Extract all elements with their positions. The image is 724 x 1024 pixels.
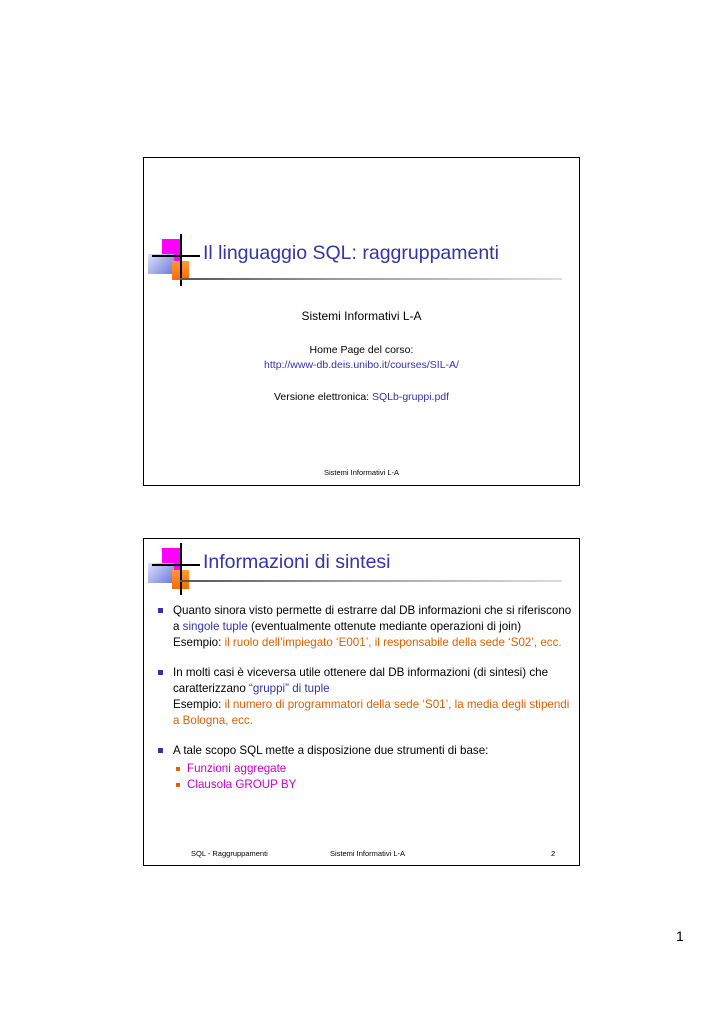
sub-bullet-square-icon — [176, 783, 180, 787]
example-line: Esempio: il numero di programmatori della sede ‘S01’, la media degli stipendi a Bologna, ecc. — [173, 698, 570, 727]
home-page-link[interactable]: http://www-db.deis.unibo.it/courses/SIL-A/ — [264, 359, 459, 371]
slide-number: 2 — [551, 849, 556, 858]
course-name: Sistemi Informativi L-A — [301, 309, 422, 323]
bullet-item — [157, 603, 573, 651]
example-text: il ruolo dell’impiegato ‘E001’, il responsabile della sede ‘S02’, ecc. — [224, 636, 562, 649]
footer-left: SQL - Raggruppamenti — [191, 849, 268, 858]
sub-bullet-item: Funzioni aggregate — [173, 761, 573, 777]
highlight-text: “gruppi” di tuple — [249, 682, 330, 695]
sub-bullet-square-icon — [176, 767, 180, 771]
bullet-text: In molti casi è viceversa utile ottenere dal DB informazioni (di sintesi) che caratterizzano “gruppi” di tuple — [173, 666, 549, 695]
bullet-list — [157, 603, 573, 793]
highlight-text: singole tuple — [182, 620, 248, 633]
title-divider — [180, 278, 562, 280]
example-text: il numero di programmatori della sede ‘S01’, la media degli stipendi a Bologna, ecc. — [173, 698, 570, 727]
version-line — [144, 391, 579, 403]
sub-bullet-list — [173, 761, 573, 793]
slide-2 — [143, 538, 580, 866]
version-file-link[interactable]: SQLb-gruppi.pdf — [372, 391, 450, 403]
bullet-item — [157, 665, 573, 729]
bullet-item — [157, 743, 573, 793]
home-page-label: Home Page del corso: — [309, 344, 414, 356]
bullet-text: Quanto sinora visto permette di estrarre dal DB informazioni che si riferiscono a singole tuple (eventualmente ottenute mediante operazioni di join) — [173, 604, 572, 633]
slide-title: Informazioni di sintesi — [203, 551, 391, 573]
bullet-square-icon — [158, 748, 163, 753]
bullet-text: A tale scopo SQL mette a disposizione due strumenti di base: — [173, 744, 489, 757]
page-number: 1 — [676, 928, 684, 944]
slide-logo-icon — [148, 543, 208, 595]
bullet-square-icon — [158, 608, 163, 613]
sub-bullet-item: Clausola GROUP BY — [173, 777, 573, 793]
bullet-square-icon — [158, 670, 163, 675]
version-label: Versione elettronica: — [273, 391, 372, 403]
title-divider — [180, 580, 562, 582]
slide-footer: Sistemi Informativi L-A — [323, 468, 400, 477]
example-line: Esempio: il ruolo dell’impiegato ‘E001’, il responsabile della sede ‘S02’, ecc. — [173, 636, 562, 649]
slide-title: Il linguaggio SQL: raggruppamenti — [203, 242, 499, 264]
footer-center: Sistemi Informativi L-A — [330, 849, 406, 858]
slide-1 — [143, 157, 580, 486]
